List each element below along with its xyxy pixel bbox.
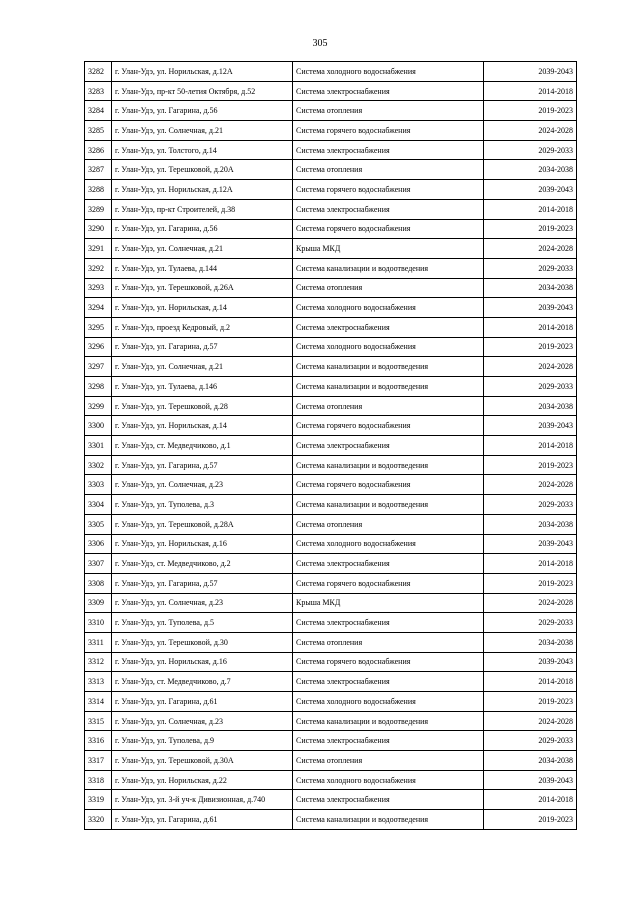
system-cell: Система канализации и водоотведения: [293, 455, 484, 475]
period-cell: 2024-2028: [484, 357, 577, 377]
address-cell: г. Улан-Удэ, ул. Норильская, д.16: [112, 534, 293, 554]
address-cell: г. Улан-Удэ, ул. Гагарина, д.61: [112, 810, 293, 830]
address-cell: г. Улан-Удэ, ул. Толстого, д.14: [112, 140, 293, 160]
row-number-cell: 3313: [85, 672, 112, 692]
address-cell: г. Улан-Удэ, ул. Гагарина, д.56: [112, 101, 293, 121]
period-cell: 2039-2043: [484, 534, 577, 554]
row-number-cell: 3305: [85, 514, 112, 534]
system-cell: Система отопления: [293, 101, 484, 121]
address-cell: г. Улан-Удэ, ул. Гагарина, д.56: [112, 219, 293, 239]
period-cell: 2034-2038: [484, 278, 577, 298]
address-cell: г. Улан-Удэ, ул. Солнечная, д.21: [112, 121, 293, 141]
period-cell: 2029-2033: [484, 140, 577, 160]
table-row: [85, 475, 577, 495]
row-number-cell: 3288: [85, 180, 112, 200]
system-cell: Система электроснабжения: [293, 140, 484, 160]
system-cell: Система электроснабжения: [293, 317, 484, 337]
table-row: [85, 239, 577, 259]
address-cell: г. Улан-Удэ, ул. Гагарина, д.57: [112, 455, 293, 475]
table-row: [85, 514, 577, 534]
table-row: [85, 298, 577, 318]
system-cell: Система горячего водоснабжения: [293, 219, 484, 239]
row-number-cell: 3289: [85, 199, 112, 219]
row-number-cell: 3308: [85, 573, 112, 593]
system-cell: Система канализации и водоотведения: [293, 711, 484, 731]
address-cell: г. Улан-Удэ, ул. Солнечная, д.23: [112, 475, 293, 495]
system-cell: Система канализации и водоотведения: [293, 357, 484, 377]
table-row: [85, 593, 577, 613]
period-cell: 2024-2028: [484, 593, 577, 613]
address-cell: г. Улан-Удэ, ул. Терешковой, д.28А: [112, 514, 293, 534]
system-cell: Система отопления: [293, 160, 484, 180]
period-cell: 2039-2043: [484, 416, 577, 436]
table-row: [85, 219, 577, 239]
row-number-cell: 3282: [85, 62, 112, 82]
row-number-cell: 3284: [85, 101, 112, 121]
system-cell: Система горячего водоснабжения: [293, 475, 484, 495]
period-cell: 2014-2018: [484, 436, 577, 456]
table-row: [85, 770, 577, 790]
table-row: [85, 554, 577, 574]
system-cell: Система горячего водоснабжения: [293, 416, 484, 436]
row-number-cell: 3291: [85, 239, 112, 259]
row-number-cell: 3293: [85, 278, 112, 298]
row-number-cell: 3318: [85, 770, 112, 790]
table-row: [85, 62, 577, 82]
row-number-cell: 3286: [85, 140, 112, 160]
address-cell: г. Улан-Удэ, ул. Гагарина, д.61: [112, 692, 293, 712]
period-cell: 2024-2028: [484, 239, 577, 259]
address-cell: г. Улан-Удэ, ст. Медведчиково, д.2: [112, 554, 293, 574]
address-cell: г. Улан-Удэ, пр-кт Строителей, д.38: [112, 199, 293, 219]
table-row: [85, 632, 577, 652]
address-cell: г. Улан-Удэ, ул. Тулаева, д.144: [112, 258, 293, 278]
address-cell: г. Улан-Удэ, ул. Солнечная, д.23: [112, 711, 293, 731]
row-number-cell: 3320: [85, 810, 112, 830]
period-cell: 2019-2023: [484, 101, 577, 121]
table-row: [85, 751, 577, 771]
system-cell: Система отопления: [293, 751, 484, 771]
period-cell: 2034-2038: [484, 632, 577, 652]
period-cell: 2029-2033: [484, 377, 577, 397]
table-row: [85, 199, 577, 219]
period-cell: 2039-2043: [484, 62, 577, 82]
system-cell: Система электроснабжения: [293, 613, 484, 633]
table-row: [85, 160, 577, 180]
table-row: [85, 278, 577, 298]
period-cell: 2024-2028: [484, 475, 577, 495]
period-cell: 2029-2033: [484, 613, 577, 633]
period-cell: 2019-2023: [484, 337, 577, 357]
row-number-cell: 3301: [85, 436, 112, 456]
period-cell: 2034-2038: [484, 751, 577, 771]
table-row: [85, 180, 577, 200]
address-cell: г. Улан-Удэ, ул. Норильская, д.14: [112, 416, 293, 436]
table-row: [85, 672, 577, 692]
system-cell: Крыша МКД: [293, 593, 484, 613]
address-cell: г. Улан-Удэ, ст. Медведчиково, д.7: [112, 672, 293, 692]
row-number-cell: 3311: [85, 632, 112, 652]
row-number-cell: 3303: [85, 475, 112, 495]
table-row: [85, 337, 577, 357]
address-cell: г. Улан-Удэ, ул. Туполева, д.3: [112, 495, 293, 515]
row-number-cell: 3302: [85, 455, 112, 475]
period-cell: 2014-2018: [484, 81, 577, 101]
row-number-cell: 3317: [85, 751, 112, 771]
system-cell: Система канализации и водоотведения: [293, 377, 484, 397]
row-number-cell: 3290: [85, 219, 112, 239]
period-cell: 2034-2038: [484, 514, 577, 534]
row-number-cell: 3314: [85, 692, 112, 712]
address-cell: г. Улан-Удэ, ул. Солнечная, д.21: [112, 357, 293, 377]
table-row: [85, 731, 577, 751]
period-cell: 2039-2043: [484, 652, 577, 672]
table-row: [85, 416, 577, 436]
table-row: [85, 613, 577, 633]
period-cell: 2014-2018: [484, 672, 577, 692]
row-number-cell: 3300: [85, 416, 112, 436]
table-row: [85, 357, 577, 377]
row-number-cell: 3315: [85, 711, 112, 731]
registry-table-body: [85, 62, 577, 830]
system-cell: Система отопления: [293, 278, 484, 298]
address-cell: г. Улан-Удэ, пр-кт 50-летия Октября, д.52: [112, 81, 293, 101]
system-cell: Система горячего водоснабжения: [293, 573, 484, 593]
address-cell: г. Улан-Удэ, ул. Тулаева, д.146: [112, 377, 293, 397]
address-cell: г. Улан-Удэ, ул. Норильская, д.16: [112, 652, 293, 672]
system-cell: Система горячего водоснабжения: [293, 121, 484, 141]
system-cell: Система электроснабжения: [293, 554, 484, 574]
period-cell: 2029-2033: [484, 731, 577, 751]
system-cell: Система отопления: [293, 514, 484, 534]
period-cell: 2014-2018: [484, 199, 577, 219]
row-number-cell: 3292: [85, 258, 112, 278]
address-cell: г. Улан-Удэ, ул. Солнечная, д.23: [112, 593, 293, 613]
row-number-cell: 3299: [85, 396, 112, 416]
address-cell: г. Улан-Удэ, ст. Медведчиково, д.1: [112, 436, 293, 456]
row-number-cell: 3307: [85, 554, 112, 574]
row-number-cell: 3304: [85, 495, 112, 515]
system-cell: Крыша МКД: [293, 239, 484, 259]
period-cell: 2039-2043: [484, 298, 577, 318]
system-cell: Система электроснабжения: [293, 731, 484, 751]
system-cell: Система холодного водоснабжения: [293, 692, 484, 712]
system-cell: Система канализации и водоотведения: [293, 495, 484, 515]
period-cell: 2034-2038: [484, 160, 577, 180]
address-cell: г. Улан-Удэ, ул. Норильская, д.12А: [112, 62, 293, 82]
system-cell: Система электроснабжения: [293, 81, 484, 101]
table-row: [85, 810, 577, 830]
system-cell: Система горячего водоснабжения: [293, 180, 484, 200]
row-number-cell: 3312: [85, 652, 112, 672]
row-number-cell: 3285: [85, 121, 112, 141]
period-cell: 2019-2023: [484, 692, 577, 712]
table-row: [85, 652, 577, 672]
address-cell: г. Улан-Удэ, ул. Солнечная, д.21: [112, 239, 293, 259]
row-number-cell: 3287: [85, 160, 112, 180]
table-row: [85, 140, 577, 160]
table-row: [85, 317, 577, 337]
table-row: [85, 573, 577, 593]
period-cell: 2014-2018: [484, 790, 577, 810]
address-cell: г. Улан-Удэ, ул. Гагарина, д.57: [112, 337, 293, 357]
system-cell: Система горячего водоснабжения: [293, 652, 484, 672]
table-row: [85, 101, 577, 121]
address-cell: г. Улан-Удэ, ул. Норильская, д.14: [112, 298, 293, 318]
table-row: [85, 436, 577, 456]
table-row: [85, 534, 577, 554]
address-cell: г. Улан-Удэ, ул. Туполева, д.5: [112, 613, 293, 633]
system-cell: Система холодного водоснабжения: [293, 770, 484, 790]
period-cell: 2014-2018: [484, 554, 577, 574]
page-number: 305: [312, 38, 328, 49]
system-cell: Система отопления: [293, 632, 484, 652]
address-cell: г. Улан-Удэ, ул. Терешковой, д.30: [112, 632, 293, 652]
row-number-cell: 3296: [85, 337, 112, 357]
address-cell: г. Улан-Удэ, ул. Терешковой, д.26А: [112, 278, 293, 298]
period-cell: 2029-2033: [484, 495, 577, 515]
system-cell: Система электроснабжения: [293, 436, 484, 456]
address-cell: г. Улан-Удэ, ул. Терешковой, д.20А: [112, 160, 293, 180]
row-number-cell: 3298: [85, 377, 112, 397]
table-row: [85, 495, 577, 515]
table-row: [85, 790, 577, 810]
row-number-cell: 3295: [85, 317, 112, 337]
system-cell: Система отопления: [293, 396, 484, 416]
table-row: [85, 455, 577, 475]
system-cell: Система электроснабжения: [293, 672, 484, 692]
table-row: [85, 258, 577, 278]
table-row: [85, 377, 577, 397]
row-number-cell: 3297: [85, 357, 112, 377]
system-cell: Система электроснабжения: [293, 790, 484, 810]
row-number-cell: 3306: [85, 534, 112, 554]
period-cell: 2019-2023: [484, 810, 577, 830]
row-number-cell: 3310: [85, 613, 112, 633]
address-cell: г. Улан-Удэ, проезд Кедровый, д.2: [112, 317, 293, 337]
address-cell: г. Улан-Удэ, ул. Гагарина, д.57: [112, 573, 293, 593]
period-cell: 2019-2023: [484, 573, 577, 593]
period-cell: 2034-2038: [484, 396, 577, 416]
system-cell: Система канализации и водоотведения: [293, 810, 484, 830]
row-number-cell: 3294: [85, 298, 112, 318]
system-cell: Система холодного водоснабжения: [293, 62, 484, 82]
period-cell: 2024-2028: [484, 711, 577, 731]
table-row: [85, 692, 577, 712]
address-cell: г. Улан-Удэ, ул. Норильская, д.22: [112, 770, 293, 790]
row-number-cell: 3309: [85, 593, 112, 613]
system-cell: Система холодного водоснабжения: [293, 534, 484, 554]
row-number-cell: 3319: [85, 790, 112, 810]
row-number-cell: 3316: [85, 731, 112, 751]
table-row: [85, 396, 577, 416]
system-cell: Система холодного водоснабжения: [293, 337, 484, 357]
table-row: [85, 121, 577, 141]
period-cell: 2029-2033: [484, 258, 577, 278]
period-cell: 2024-2028: [484, 121, 577, 141]
system-cell: Система канализации и водоотведения: [293, 258, 484, 278]
address-cell: г. Улан-Удэ, ул. 3-й уч-к Дивизионная, д.740: [112, 790, 293, 810]
system-cell: Система холодного водоснабжения: [293, 298, 484, 318]
table-row: [85, 711, 577, 731]
period-cell: 2019-2023: [484, 455, 577, 475]
address-cell: г. Улан-Удэ, ул. Терешковой, д.30А: [112, 751, 293, 771]
address-cell: г. Улан-Удэ, ул. Терешковой, д.28: [112, 396, 293, 416]
registry-table: [84, 61, 577, 830]
address-cell: г. Улан-Удэ, ул. Туполева, д.9: [112, 731, 293, 751]
row-number-cell: 3283: [85, 81, 112, 101]
period-cell: 2039-2043: [484, 180, 577, 200]
period-cell: 2039-2043: [484, 770, 577, 790]
period-cell: 2014-2018: [484, 317, 577, 337]
period-cell: 2019-2023: [484, 219, 577, 239]
address-cell: г. Улан-Удэ, ул. Норильская, д.12А: [112, 180, 293, 200]
system-cell: Система электроснабжения: [293, 199, 484, 219]
table-row: [85, 81, 577, 101]
